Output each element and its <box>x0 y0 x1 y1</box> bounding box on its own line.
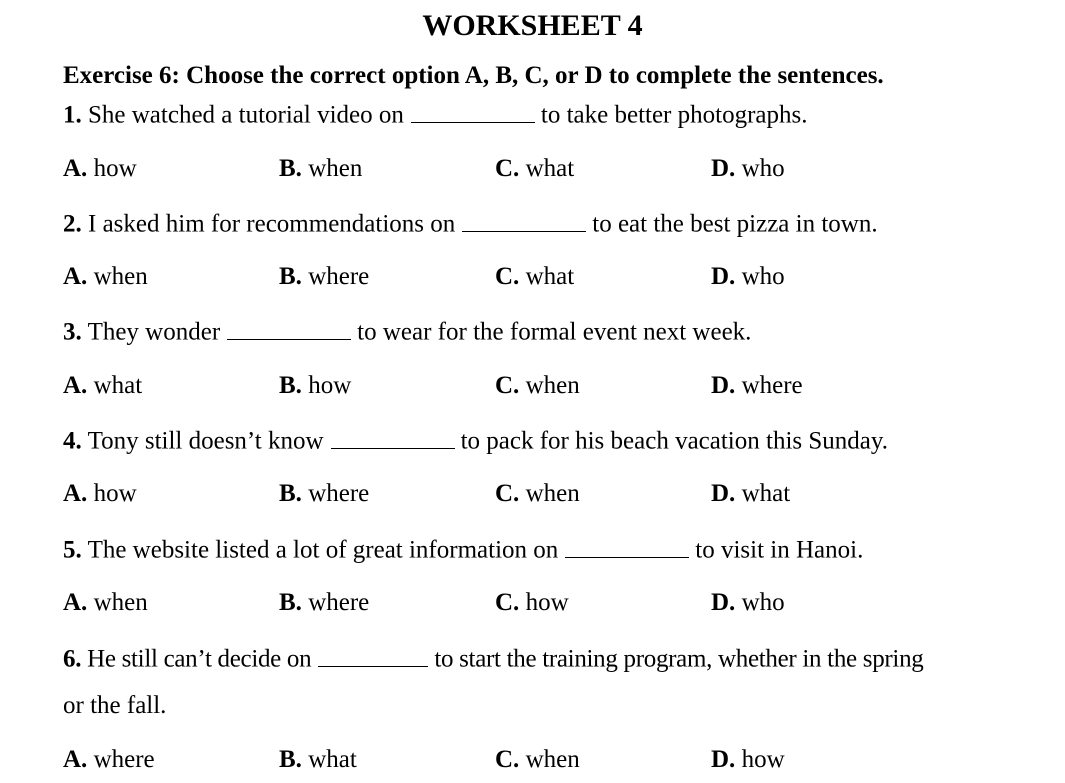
option-letter: A. <box>63 480 88 507</box>
question-1 <box>63 99 807 131</box>
option-b <box>279 479 369 509</box>
option-text: where <box>308 589 370 616</box>
answer-blank <box>318 643 428 667</box>
question-number: 5. <box>63 536 82 564</box>
option-text: what <box>93 372 143 399</box>
question-number: 1. <box>63 101 82 129</box>
option-a <box>63 371 142 401</box>
option-c <box>495 588 569 618</box>
option-d <box>711 262 785 292</box>
answer-blank <box>462 208 586 232</box>
option-letter: C. <box>495 263 520 290</box>
option-text: how <box>93 155 137 182</box>
exercise-instruction: Exercise 6: Choose the correct option A, B, C, or D to complete the sentences. <box>63 62 884 89</box>
option-text: how <box>308 372 352 399</box>
option-text: where <box>93 746 155 773</box>
answer-blank <box>411 99 535 123</box>
option-letter: D. <box>711 746 736 773</box>
option-letter: B. <box>279 480 302 507</box>
option-d <box>711 479 790 509</box>
option-c <box>495 479 580 509</box>
option-b <box>279 745 357 775</box>
option-letter: D. <box>711 263 736 290</box>
option-text: when <box>93 589 148 616</box>
option-c <box>495 154 574 184</box>
question-text-before: I asked him for recommendations on <box>88 210 456 238</box>
question-number: 2. <box>63 210 82 238</box>
option-d <box>711 588 785 618</box>
option-text: who <box>741 155 785 182</box>
option-a <box>63 262 148 292</box>
question-text-after: to take better photographs. <box>540 101 808 129</box>
option-letter: C. <box>495 155 520 182</box>
option-text: what <box>741 480 791 507</box>
option-b <box>279 371 351 401</box>
question-6 <box>63 643 923 675</box>
question-text-after: to visit in Hanoi. <box>695 536 864 564</box>
option-letter: C. <box>495 372 520 399</box>
option-a <box>63 154 137 184</box>
option-b <box>279 262 369 292</box>
option-a <box>63 588 148 618</box>
option-text: how <box>93 480 137 507</box>
option-text: who <box>741 263 785 290</box>
option-text: what <box>525 263 575 290</box>
question-number: 6. <box>63 645 82 673</box>
question-text-before: They wonder <box>87 318 221 346</box>
question-6-continuation: or the fall. <box>63 692 167 719</box>
option-letter: D. <box>711 480 736 507</box>
question-text-before: Tony still doesn’t know <box>87 427 324 455</box>
question-text-before: She watched a tutorial video on <box>88 101 404 129</box>
option-letter: C. <box>495 480 520 507</box>
option-letter: B. <box>279 263 302 290</box>
option-letter: A. <box>63 372 88 399</box>
option-letter: D. <box>711 372 736 399</box>
option-d <box>711 154 785 184</box>
option-b <box>279 154 362 184</box>
option-text: who <box>741 589 785 616</box>
answer-blank <box>565 534 689 558</box>
option-text: when <box>525 746 580 773</box>
question-text-after: to start the training program, whether in the spring <box>434 645 924 673</box>
option-b <box>279 588 369 618</box>
question-4 <box>63 425 888 457</box>
question-text-after: to wear for the formal event next week. <box>357 318 752 346</box>
option-text: how <box>525 589 569 616</box>
option-letter: D. <box>711 589 736 616</box>
question-5 <box>63 534 863 566</box>
answer-blank <box>331 425 455 449</box>
option-text: when <box>525 372 580 399</box>
option-letter: C. <box>495 589 520 616</box>
question-text-before: The website listed a lot of great information on <box>87 536 559 564</box>
option-text: when <box>525 480 580 507</box>
question-text-after: to pack for his beach vacation this Sunday. <box>460 427 888 455</box>
option-c <box>495 745 580 775</box>
answer-blank <box>227 316 351 340</box>
option-a <box>63 479 137 509</box>
question-3 <box>63 316 751 348</box>
option-a <box>63 745 155 775</box>
option-text: how <box>741 746 785 773</box>
option-letter: B. <box>279 372 302 399</box>
option-letter: C. <box>495 746 520 773</box>
option-c <box>495 371 580 401</box>
question-number: 4. <box>63 427 82 455</box>
option-text: what <box>308 746 357 773</box>
question-text-after: to eat the best pizza in town. <box>592 210 878 238</box>
option-letter: A. <box>63 589 88 616</box>
option-d <box>711 745 785 775</box>
question-2 <box>63 208 878 240</box>
option-letter: B. <box>279 746 302 773</box>
worksheet-title: WORKSHEET 4 <box>422 9 643 42</box>
question-number: 3. <box>63 318 82 346</box>
option-letter: B. <box>279 155 302 182</box>
option-text: what <box>525 155 575 182</box>
option-letter: A. <box>63 746 88 773</box>
option-letter: A. <box>63 263 88 290</box>
question-text-before: He still can’t decide on <box>87 645 312 673</box>
option-text: when <box>93 263 148 290</box>
option-letter: A. <box>63 155 88 182</box>
option-c <box>495 262 574 292</box>
option-text: where <box>741 372 803 399</box>
option-text: when <box>308 155 363 182</box>
option-letter: B. <box>279 589 302 616</box>
option-text: where <box>308 263 370 290</box>
option-text: where <box>308 480 370 507</box>
option-letter: D. <box>711 155 736 182</box>
option-d <box>711 371 803 401</box>
